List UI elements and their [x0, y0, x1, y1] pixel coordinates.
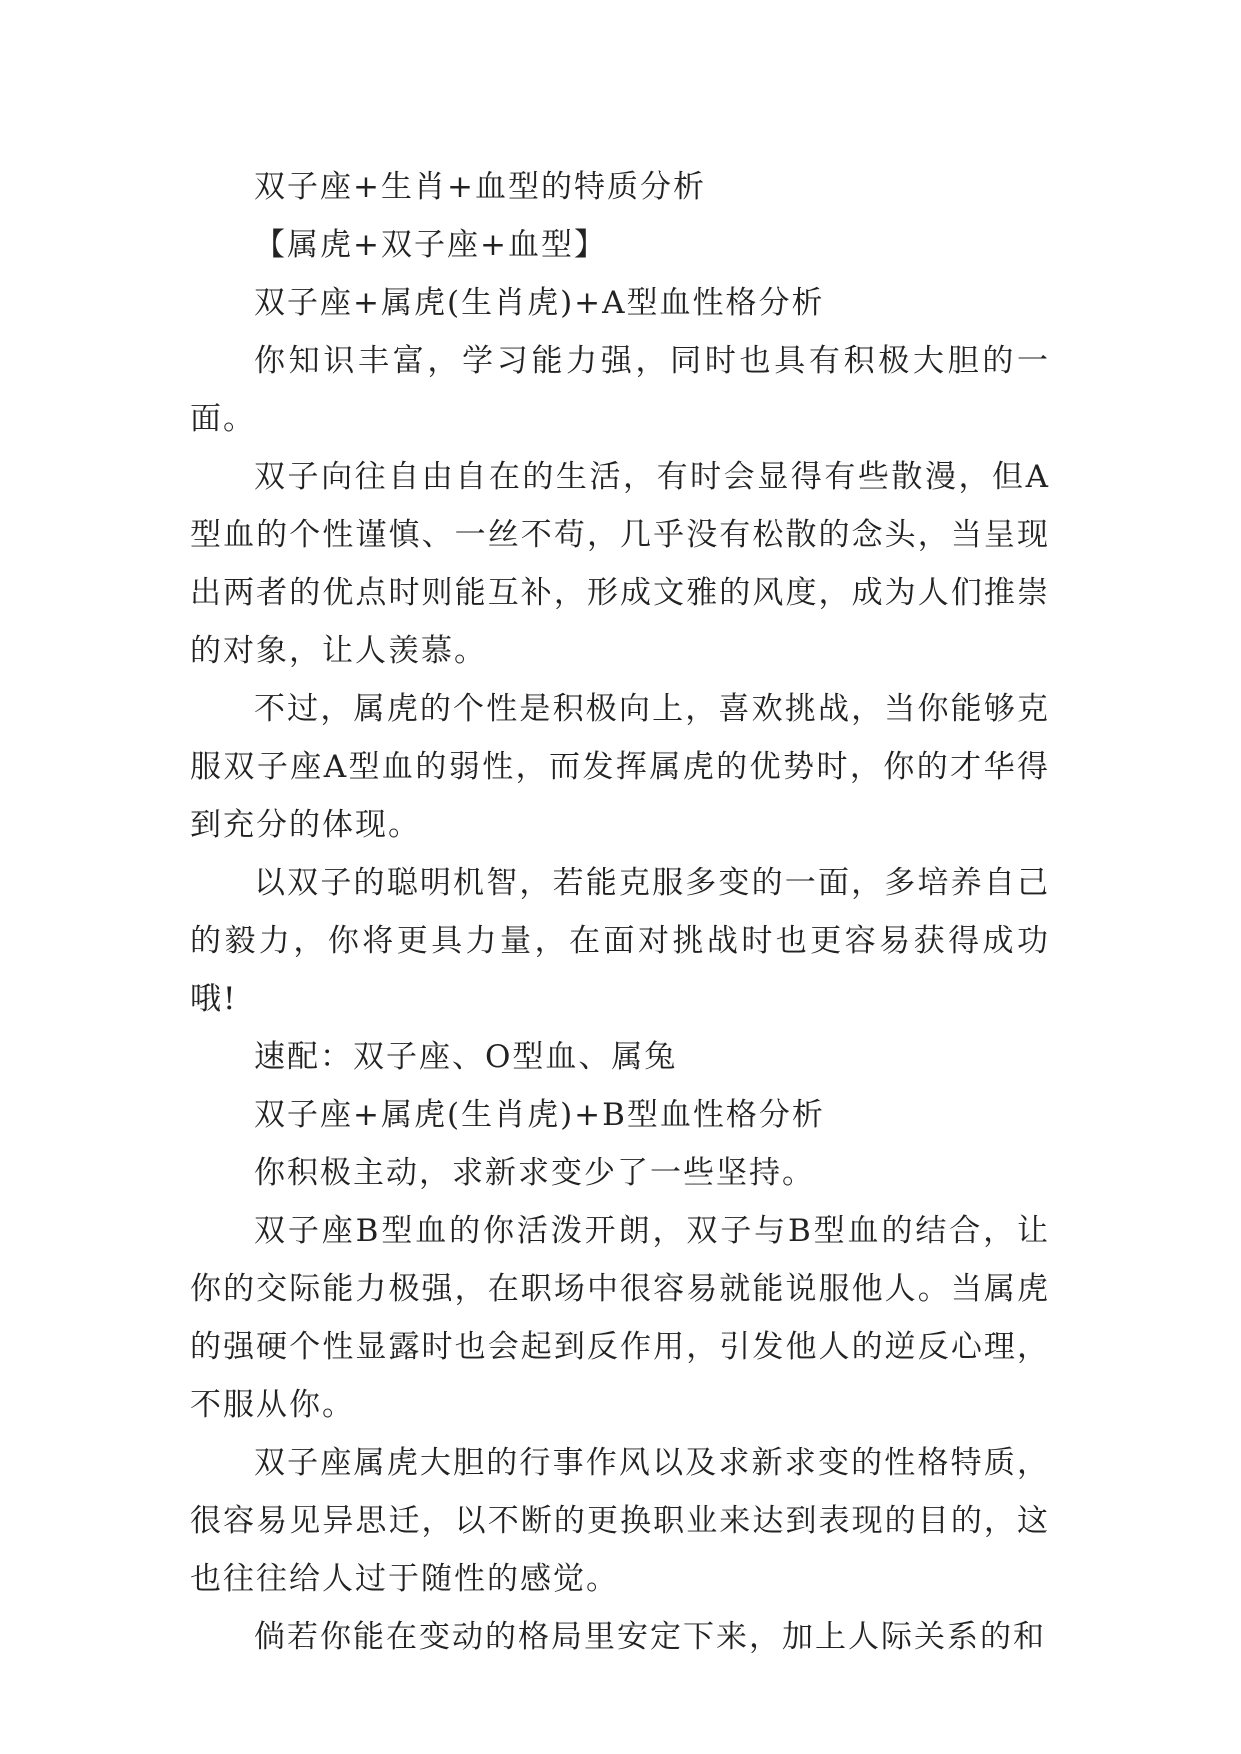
document-body	[190, 158, 1050, 1666]
paragraph: 双子向往自由自在的生活，有时会显得有些散漫，但A型血的个性谨慎、一丝不苟，几乎没有松散的念头，当呈现出两者的优点时则能互补，形成文雅的风度，成为人们推崇的对象，让人羡慕。	[190, 459, 1050, 669]
subsection-heading-a: 双子座+属虎(生肖虎)+A型血性格分析	[254, 285, 825, 321]
section-heading: 【属虎+双子座+血型】	[254, 227, 607, 263]
paragraph: 你积极主动，求新求变少了一些坚持。	[254, 1155, 815, 1191]
paragraph: 双子座属虎大胆的行事作风以及求新求变的性格特质，很容易见异思迁，以不断的更换职业来达到表现的目的，这也往往给人过于随性的感觉。	[190, 1445, 1050, 1597]
paragraph: 倘若你能在变动的格局里安定下来，加上人际关系的和	[254, 1619, 1046, 1655]
paragraph: 你知识丰富，学习能力强，同时也具有积极大胆的一面。	[190, 343, 1050, 437]
paragraph: 以双子的聪明机智，若能克服多变的一面，多培养自己的毅力，你将更具力量，在面对挑战时也更容易获得成功哦!	[190, 865, 1050, 1017]
subsection-heading-b: 双子座+属虎(生肖虎)+B型血性格分析	[254, 1097, 825, 1133]
match-line: 速配：双子座、O型血、属兔	[254, 1039, 678, 1075]
paragraph: 双子座B型血的你活泼开朗，双子与B型血的结合，让你的交际能力极强，在职场中很容易就能说服他人。当属虎的强硬个性显露时也会起到反作用，引发他人的逆反心理，不服从你。	[190, 1213, 1050, 1423]
paragraph: 不过，属虎的个性是积极向上，喜欢挑战，当你能够克服双子座A型血的弱性，而发挥属虎的优势时，你的才华得到充分的体现。	[190, 691, 1050, 843]
document-title: 双子座+生肖+血型的特质分析	[254, 169, 706, 205]
